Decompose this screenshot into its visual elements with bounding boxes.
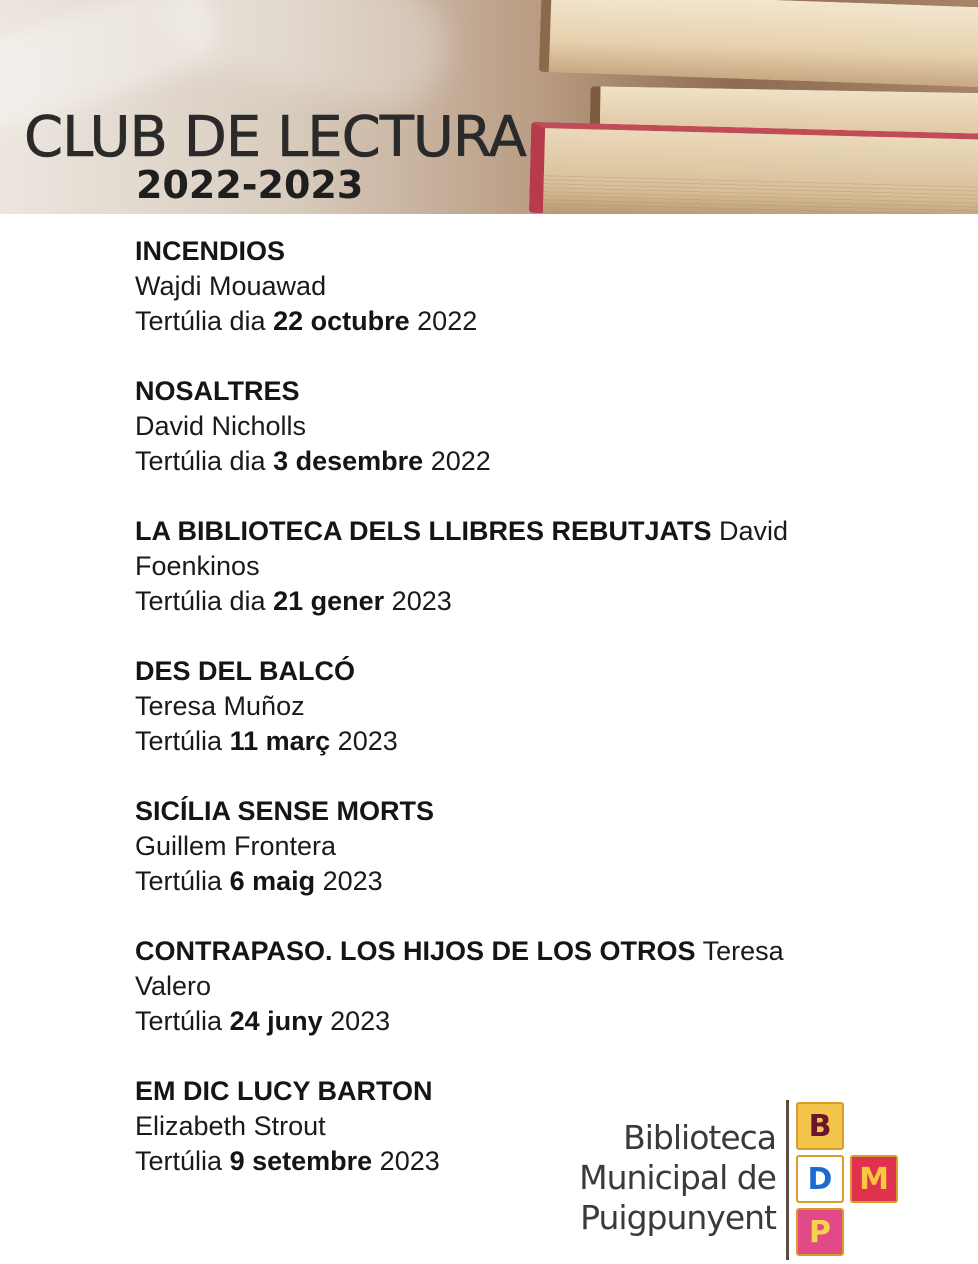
tertulia-year: 2023: [391, 586, 452, 616]
season-years: 2022-2023: [136, 163, 364, 207]
tertulia-date: 24 juny: [229, 1006, 323, 1036]
tertulia-prefix: Tertúlia: [135, 866, 223, 896]
tertulia-prefix: Tertúlia: [135, 1146, 223, 1176]
book-title: CONTRAPASO. LOS HIJOS DE LOS OTROS: [135, 936, 696, 966]
book-stack-image: [539, 0, 978, 88]
tertulia-prefix: Tertúlia: [135, 726, 223, 756]
tertulia-year: 2023: [337, 726, 398, 756]
background-blur: [161, 0, 460, 118]
tertulia-date: 22 octubre: [273, 306, 410, 336]
book-stack-image: [529, 122, 978, 214]
logo-tile-b: B: [796, 1102, 844, 1150]
book-author: David Foenkinos: [135, 516, 789, 581]
tertulia-date: 9 setembre: [229, 1146, 373, 1176]
tertulia-date: 3 desembre: [273, 446, 424, 476]
tertulia-year: 2023: [379, 1146, 440, 1176]
tertulia-year: 2022: [417, 306, 478, 336]
book-title: DES DEL BALCÓ: [135, 656, 356, 686]
book-title: SICÍLIA SENSE MORTS: [135, 796, 435, 826]
logo-tile-p: P: [796, 1208, 844, 1256]
book-author: Guillem Frontera: [135, 831, 337, 861]
logo-line-3: Puigpunyent: [580, 1198, 776, 1237]
logo-divider: [786, 1100, 789, 1260]
book-title: NOSALTRES: [135, 376, 300, 406]
book-title: LA BIBLIOTECA DELS LLIBRES REBUTJATS: [135, 516, 712, 546]
book-author: Teresa Muñoz: [135, 691, 305, 721]
book-entry: [135, 934, 835, 1039]
logo-line-1: Biblioteca: [623, 1118, 776, 1157]
tertulia-year: 2022: [430, 446, 491, 476]
tertulia-date: 11 març: [229, 726, 331, 756]
tertulia-line: [135, 444, 835, 479]
tertulia-prefix: Tertúlia dia: [135, 306, 266, 336]
header-banner: [0, 0, 978, 214]
tertulia-line: [135, 1004, 835, 1039]
book-title: INCENDIOS: [135, 236, 286, 266]
book-entry: [135, 514, 835, 619]
tertulia-prefix: Tertúlia dia: [135, 446, 266, 476]
book-author: Elizabeth Strout: [135, 1111, 326, 1141]
tertulia-year: 2023: [322, 866, 383, 896]
logo-wordmark: [579, 1118, 776, 1238]
tertulia-line: [135, 724, 835, 759]
tertulia-prefix: Tertúlia: [135, 1006, 223, 1036]
tertulia-date: 6 maig: [229, 866, 316, 896]
tertulia-year: 2023: [330, 1006, 391, 1036]
logo-tile-d: D: [796, 1155, 844, 1203]
book-author: Teresa Valero: [135, 936, 784, 1001]
tertulia-line: [135, 584, 835, 619]
tertulia-line: [135, 864, 835, 899]
page-title: CLUB DE LECTURA: [24, 105, 526, 170]
logo-line-2: Municipal de: [579, 1158, 776, 1197]
tertulia-date: 21 gener: [273, 586, 385, 616]
book-entry: [135, 234, 835, 339]
book-author: Wajdi Mouawad: [135, 271, 327, 301]
tertulia-prefix: Tertúlia dia: [135, 586, 266, 616]
book-entry: [135, 374, 835, 479]
library-logo: [578, 1100, 908, 1260]
book-title: EM DIC LUCY BARTON: [135, 1076, 433, 1106]
tertulia-line: [135, 304, 835, 339]
book-entry: [135, 794, 835, 899]
book-author: David Nicholls: [135, 411, 307, 441]
book-list: [135, 234, 835, 1214]
book-entry: [135, 654, 835, 759]
logo-tile-m: M: [850, 1155, 898, 1203]
